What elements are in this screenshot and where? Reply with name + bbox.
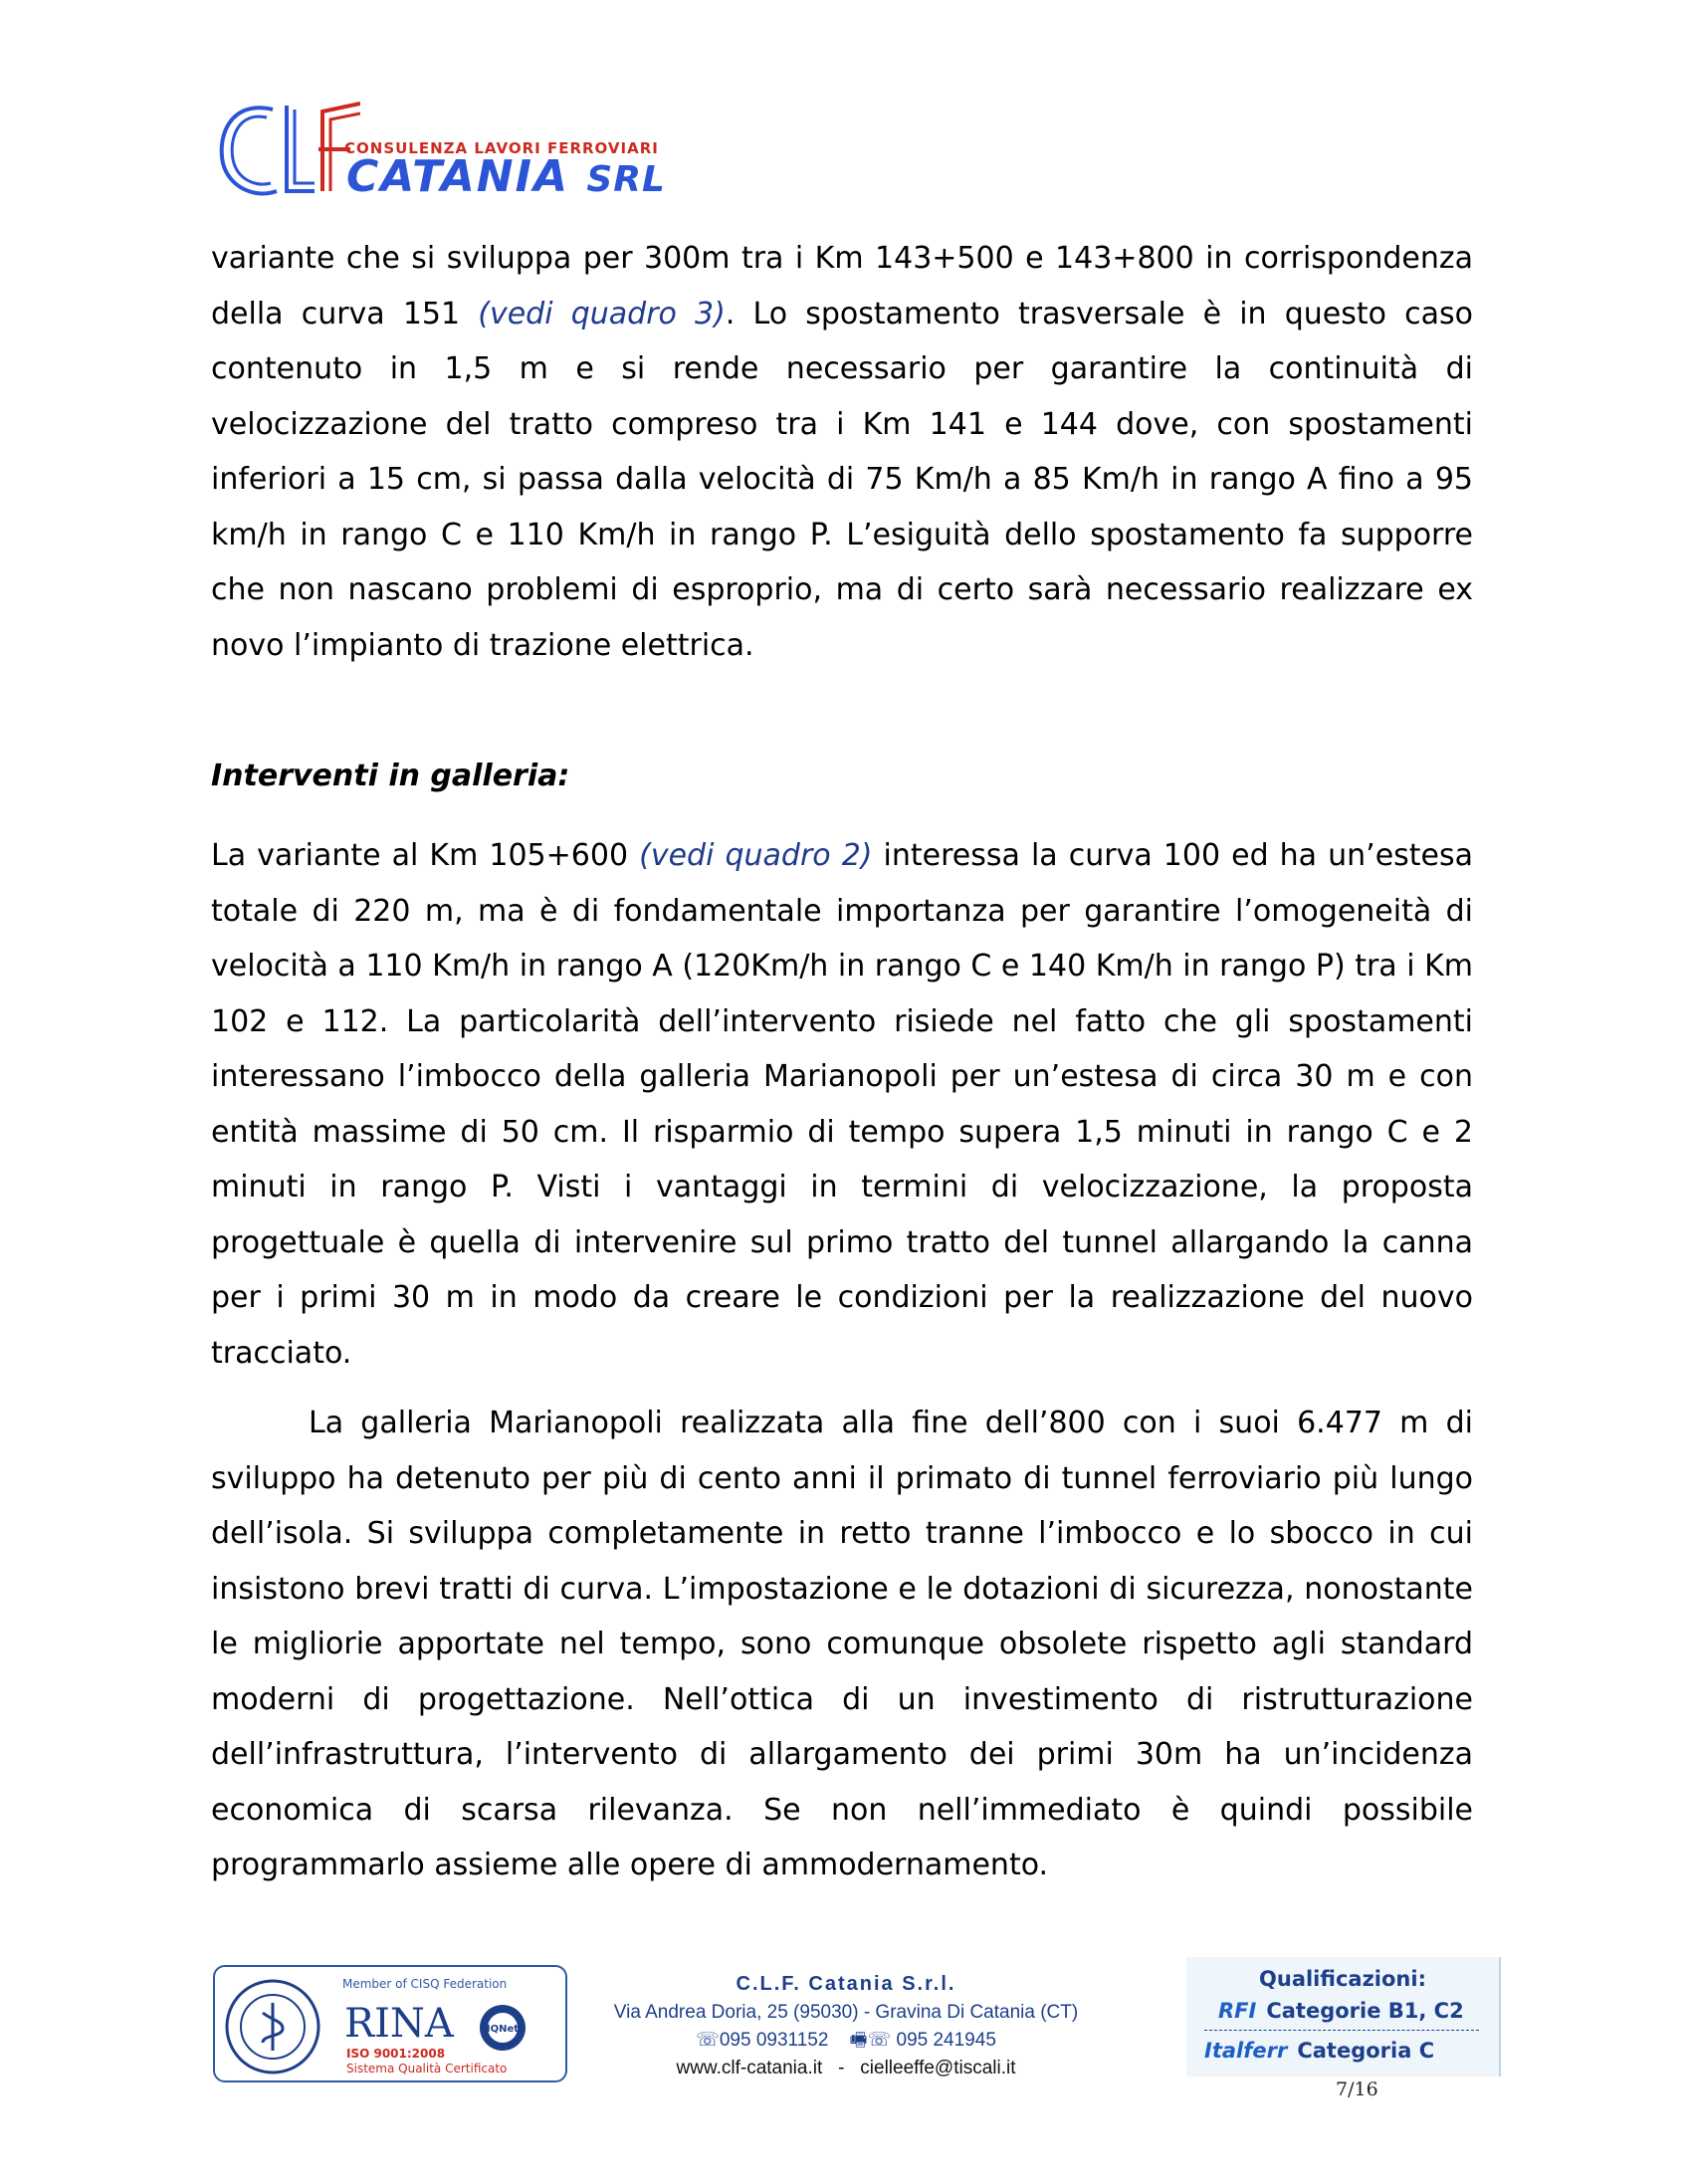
rfi-categories: Categorie B1, C2 — [1266, 1999, 1464, 2023]
italferr-brand: Italferr — [1204, 2039, 1288, 2063]
rina-seal-icon — [223, 1977, 322, 2076]
page-number: 7/16 — [1336, 2078, 1378, 2100]
paragraph-2-part-a: La variante al Km 105+600 — [211, 838, 640, 873]
phone-number: ☏095 0931152 — [696, 2030, 829, 2051]
company-info — [597, 1969, 1095, 2082]
logo-name — [346, 151, 666, 202]
company-logo — [211, 96, 679, 205]
contact-separator: - — [838, 2058, 845, 2078]
section-heading: Interventi in galleria: — [211, 759, 570, 793]
logo-name-text: CATANIA — [346, 151, 570, 202]
qualifications-divider — [1204, 2030, 1479, 2031]
logo-suffix: SRL — [586, 159, 666, 200]
paragraph-1-text — [211, 231, 1473, 673]
iso-label: ISO 9001:2008 — [346, 2047, 446, 2061]
paragraph-1-part-a: variante che si sviluppa per 300m tra i Km 143+500 e 143+800 in corrispondenza della curva 151 — [211, 241, 1473, 331]
qualifications-title: Qualificazioni: — [1259, 1967, 1426, 1991]
company-name: C.L.F. Catania S.r.l. — [736, 1973, 956, 1995]
qualifications-box — [1186, 1957, 1501, 2076]
fax-number: 🖷☏ 095 241945 — [849, 2030, 996, 2051]
iqnet-badge-icon — [478, 2003, 528, 2053]
paragraph-2-text — [211, 828, 1473, 1381]
company-address: Via Andrea Doria, 25 (95030) - Gravina Di Catania (CT) — [613, 2002, 1079, 2023]
company-phones — [597, 2027, 1095, 2055]
iqnet-label: IQNet — [486, 2024, 520, 2035]
website-link[interactable]: www.clf-catania.it — [676, 2058, 823, 2078]
quadro-2-reference: (vedi quadro 2) — [639, 838, 873, 873]
logo-tagline: CONSULENZA LAVORI FERROVIARI — [344, 139, 659, 157]
cisq-label: Member of CISQ Federation — [342, 1977, 508, 1991]
paragraph-1 — [211, 231, 1473, 673]
paragraph-1-part-b: . Lo spostamento trasversale è in questo caso contenuto in 1,5 m e si rende necessario per garantire la continuità di velocizzazione del tratto compreso tra i Km 141 e 144 dove, con spostamenti inferiori a 15 cm, si passa dalla velocità di 75 Km/h a 85 Km/h in rango A fino a 95 km/h in rango C e 110 Km/h in rango P. L’esiguità dello spostamento fa supporre che non nascano problemi di esproprio, ma di certo sarà necessario realizzare ex novo l’impianto di trazione elettrica. — [211, 296, 1474, 663]
paragraph-2 — [211, 828, 1473, 1381]
certification-logo — [213, 1965, 567, 2082]
rfi-brand: RFI — [1218, 1999, 1257, 2023]
rina-label: RINA — [344, 2001, 454, 2047]
quadro-3-reference: (vedi quadro 3) — [478, 296, 726, 331]
company-contacts — [597, 2055, 1095, 2082]
paragraph-3 — [211, 1396, 1473, 1893]
quality-system-label: Sistema Qualità Certificato — [346, 2062, 508, 2075]
italferr-category: Categoria C — [1297, 2039, 1435, 2063]
clf-logo-letters-icon — [211, 96, 360, 205]
rfi-qualification — [1218, 1999, 1464, 2023]
paragraph-3-text: La galleria Marianopoli realizzata alla fine dell’800 con i suoi 6.477 m di sviluppo ha detenuto per più di cento anni il primato di tunnel ferroviario più lungo dell’isola. Si sviluppa completamente in retto tranne l’imbocco e lo sbocco in cui insistono brevi tratti di curva. L’impostazione e le dotazioni di sicurezza, nonostante le migliorie apportate nel tempo, sono comunque obsolete rispetto agli standard moderni di progettazione. Nell’ottica di un investimento di ristrutturazione dell’infrastruttura, l’intervento di allargamento dei primi 30m ha un’incidenza economica di scarsa rilevanza. Se non nell’immediato è quindi possibile programmarlo assieme alle opere di ammodernamento. — [211, 1406, 1473, 1882]
paragraph-2-part-b: interessa la curva 100 ed ha un’estesa totale di 220 m, ma è di fondamentale importanza per garantire l’omogeneità di velocità a 110 Km/h in rango A (120Km/h in rango C e 140 Km/h in rango P) tra i Km 102 e 112. La particolarità dell’intervento risiede nel fatto che gli spostamenti interessano l’imbocco della galleria Marianopoli per un’estesa di circa 30 m e con entità massime di 50 cm. Il risparmio di tempo supera 1,5 minuti in rango C e 2 minuti in rango P. Visti i vantaggi in termini di velocizzazione, la proposta progettuale è quella di intervenire sul primo tratto del tunnel allargando la canna per i primi 30 m in modo da creare le condizioni per la realizzazione del nuovo tracciato. — [211, 838, 1474, 1371]
italferr-qualification — [1204, 2039, 1434, 2063]
email-link[interactable]: cielleeffe@tiscali.it — [860, 2058, 1016, 2078]
